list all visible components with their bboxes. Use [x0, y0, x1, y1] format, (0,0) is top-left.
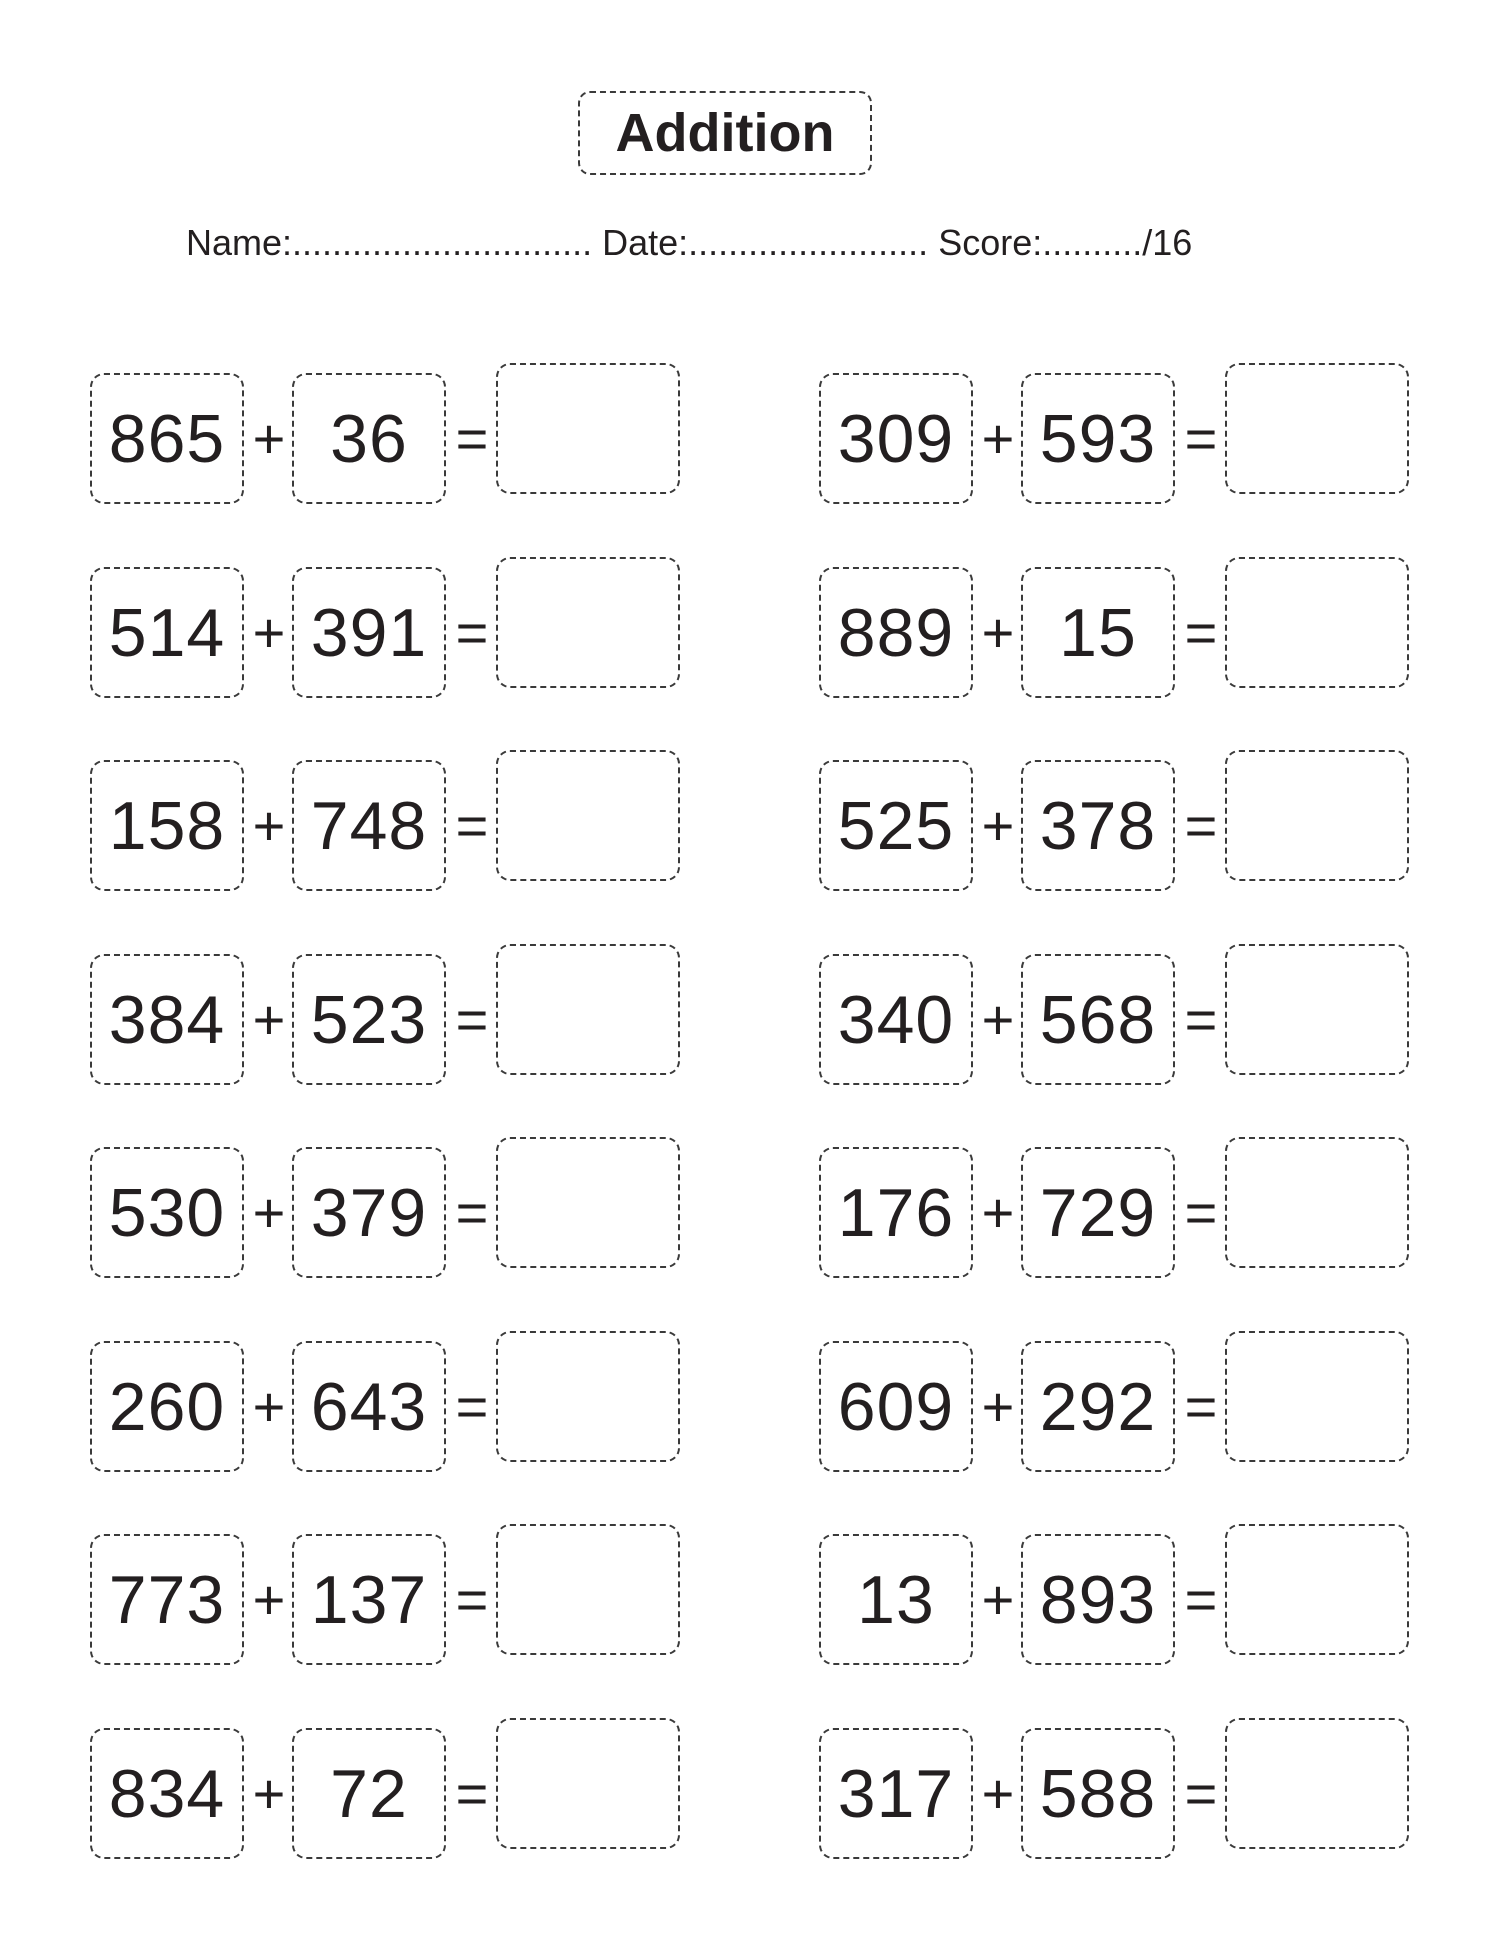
- problem-row: [90, 944, 690, 1084]
- addend-first: 609: [819, 1341, 973, 1472]
- plus-sign: +: [981, 1181, 1015, 1244]
- date-field-label[interactable]: Date:........................: [602, 222, 929, 263]
- equals-sign: =: [455, 794, 489, 857]
- addend-first: 340: [819, 954, 973, 1085]
- problem-row: [819, 1524, 1419, 1664]
- answer-box[interactable]: [496, 1331, 680, 1462]
- addend-first: 773: [90, 1534, 244, 1665]
- addend-first: 13: [819, 1534, 973, 1665]
- answer-box[interactable]: [496, 944, 680, 1075]
- addend-first: 530: [90, 1147, 244, 1278]
- equals-sign: =: [1184, 407, 1218, 470]
- plus-sign: +: [981, 988, 1015, 1051]
- addend-first: 514: [90, 567, 244, 698]
- addend-second: 729: [1021, 1147, 1175, 1278]
- addend-first: 384: [90, 954, 244, 1085]
- answer-box[interactable]: [496, 1718, 680, 1849]
- problem-row: [90, 750, 690, 890]
- equals-sign: =: [455, 1375, 489, 1438]
- plus-sign: +: [981, 1568, 1015, 1631]
- problem-row: [819, 557, 1419, 697]
- problem-row: [90, 557, 690, 697]
- score-field-label[interactable]: Score:........../16: [938, 222, 1193, 263]
- worksheet-title: Addition: [615, 103, 835, 163]
- problem-row: [819, 1331, 1419, 1471]
- problem-row: [90, 363, 690, 503]
- answer-box[interactable]: [1225, 1331, 1409, 1462]
- addend-second: 378: [1021, 760, 1175, 891]
- addend-second: 523: [292, 954, 446, 1085]
- plus-sign: +: [981, 1762, 1015, 1825]
- answer-box[interactable]: [1225, 750, 1409, 881]
- answer-box[interactable]: [496, 750, 680, 881]
- problem-row: [819, 1137, 1419, 1277]
- problem-row: [90, 1718, 690, 1858]
- addend-second: 292: [1021, 1341, 1175, 1472]
- equals-sign: =: [1184, 601, 1218, 664]
- equals-sign: =: [455, 988, 489, 1051]
- plus-sign: +: [252, 1762, 286, 1825]
- addend-second: 748: [292, 760, 446, 891]
- addend-first: 889: [819, 567, 973, 698]
- problem-row: [90, 1524, 690, 1664]
- addend-first: 158: [90, 760, 244, 891]
- plus-sign: +: [981, 601, 1015, 664]
- addend-second: 643: [292, 1341, 446, 1472]
- plus-sign: +: [252, 601, 286, 664]
- addend-second: 568: [1021, 954, 1175, 1085]
- name-field-label[interactable]: Name:..............................: [186, 222, 593, 263]
- answer-box[interactable]: [1225, 557, 1409, 688]
- answer-box[interactable]: [496, 557, 680, 688]
- addend-first: 309: [819, 373, 973, 504]
- problem-row: [90, 1137, 690, 1277]
- answer-box[interactable]: [1225, 363, 1409, 494]
- answer-box[interactable]: [1225, 1524, 1409, 1655]
- addend-first: 176: [819, 1147, 973, 1278]
- equals-sign: =: [455, 407, 489, 470]
- equals-sign: =: [455, 1568, 489, 1631]
- addend-second: 593: [1021, 373, 1175, 504]
- addend-first: 260: [90, 1341, 244, 1472]
- plus-sign: +: [252, 1181, 286, 1244]
- equals-sign: =: [1184, 1762, 1218, 1825]
- title-box: [578, 91, 872, 175]
- answer-box[interactable]: [496, 1137, 680, 1268]
- addend-second: 379: [292, 1147, 446, 1278]
- answer-box[interactable]: [1225, 944, 1409, 1075]
- plus-sign: +: [981, 1375, 1015, 1438]
- problem-row: [819, 1718, 1419, 1858]
- answer-box[interactable]: [496, 363, 680, 494]
- plus-sign: +: [252, 988, 286, 1051]
- answer-box[interactable]: [1225, 1718, 1409, 1849]
- plus-sign: +: [981, 407, 1015, 470]
- plus-sign: +: [252, 407, 286, 470]
- addend-second: 72: [292, 1728, 446, 1859]
- plus-sign: +: [252, 1568, 286, 1631]
- plus-sign: +: [252, 1375, 286, 1438]
- answer-box[interactable]: [1225, 1137, 1409, 1268]
- addend-first: 865: [90, 373, 244, 504]
- addend-second: 893: [1021, 1534, 1175, 1665]
- addend-second: 137: [292, 1534, 446, 1665]
- equals-sign: =: [1184, 794, 1218, 857]
- problem-row: [819, 944, 1419, 1084]
- equals-sign: =: [455, 1762, 489, 1825]
- addend-first: 317: [819, 1728, 973, 1859]
- problem-row: [819, 750, 1419, 890]
- problem-row: [819, 363, 1419, 503]
- equals-sign: =: [1184, 1181, 1218, 1244]
- student-info-line: [186, 222, 1326, 264]
- plus-sign: +: [981, 794, 1015, 857]
- plus-sign: +: [252, 794, 286, 857]
- addend-first: 525: [819, 760, 973, 891]
- addend-second: 391: [292, 567, 446, 698]
- addend-second: 15: [1021, 567, 1175, 698]
- equals-sign: =: [1184, 1568, 1218, 1631]
- equals-sign: =: [1184, 1375, 1218, 1438]
- answer-box[interactable]: [496, 1524, 680, 1655]
- problem-row: [90, 1331, 690, 1471]
- addend-second: 588: [1021, 1728, 1175, 1859]
- equals-sign: =: [455, 1181, 489, 1244]
- equals-sign: =: [455, 601, 489, 664]
- addend-second: 36: [292, 373, 446, 504]
- equals-sign: =: [1184, 988, 1218, 1051]
- addend-first: 834: [90, 1728, 244, 1859]
